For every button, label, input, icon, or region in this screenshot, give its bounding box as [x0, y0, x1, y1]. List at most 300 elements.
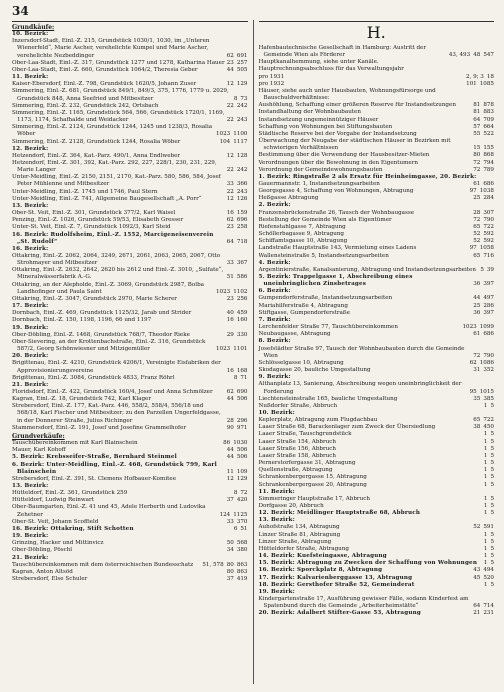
page-references — [471, 117, 494, 124]
entry-text: Laaer Straße, Tauschgrundstück — [258, 431, 352, 438]
entry-text: 17. Bezirk: — [12, 303, 49, 310]
entry-text: Schrankenbergergasse 15, Abtragung — [258, 474, 367, 481]
district-entry — [259, 567, 495, 574]
entry-text: Ottakring, Einl.-Z. 2062, 2064, 3249, 2671, 2061, 2063, 2065, 2067, Otto Strohmayer und Mitbesitzer — [12, 253, 221, 267]
page-reference: 168 — [236, 367, 248, 374]
entry-text: Hütteldorfer Straße, Abtragung — [258, 545, 349, 552]
page-references — [225, 476, 248, 483]
entry-text: Kagran, Anton Altsöd — [12, 568, 73, 575]
page-reference: 366 — [236, 181, 248, 188]
entry-text: Tauschübereinkommen mit dem österreichischen Bundesschatz — [12, 561, 194, 568]
page-references — [482, 560, 494, 567]
entry-text: Schlösselgasse 10, Abtragung — [258, 359, 344, 366]
index-entry — [259, 532, 495, 539]
index-entry — [12, 403, 248, 424]
entry-text: 13. Bezirk: — [12, 202, 49, 209]
entry-text: Ober-Laa-Stadt, Einl.-Z. 317, Grundstück 1277 und 1278, Katharina Hauer — [12, 59, 225, 66]
entry-text: Verordnungen über die Bewohnung in den Eigentumern — [258, 159, 419, 166]
page-references — [225, 153, 248, 160]
entry-text: Ober-Döbling, Einl.-Z. 1468, Grundstück 768/7, Theodor Rieke — [12, 331, 190, 338]
entry-text: 20. Bezirk: — [12, 353, 49, 360]
entry-text: 13. Bezirk: — [12, 483, 49, 489]
page-reference: 330 — [236, 331, 248, 338]
page-reference: 506 — [236, 447, 248, 454]
page-reference: 1 — [483, 467, 488, 474]
page-references — [225, 210, 248, 217]
entry-text: Schaffung von Wohnungen bei Stiftungsbauten — [258, 123, 393, 130]
page-reference: 520 — [483, 574, 494, 581]
page-reference: 883 — [483, 109, 494, 116]
index-entry — [12, 253, 248, 267]
index-entry — [259, 539, 495, 546]
page-reference: 5 — [490, 460, 494, 467]
page-references — [225, 217, 248, 224]
district-entry — [12, 146, 248, 153]
entry-text: 15. Bezirk: Abtragung zu Zwecken der Schaffung von Wohnungen — [258, 560, 478, 567]
page-references — [225, 317, 248, 324]
page-reference: 15 — [473, 145, 481, 152]
page-reference: 5 — [490, 438, 494, 445]
entry-text: 6. Bezirk: Unter-Meidling, Einl.-Z. 468, Grundstück 799, Karl Blainschein — [12, 461, 217, 475]
page-references — [471, 396, 494, 403]
entry-text: Mauer, Karl Kohoff — [12, 447, 66, 454]
index-entry — [259, 81, 495, 88]
entry-text: Hauptrechnungsabschluss für das Verwaltungsjahr — [258, 66, 404, 73]
page-references — [225, 418, 248, 425]
district-entry — [259, 489, 495, 496]
page-references — [232, 375, 248, 382]
entry-text: Laaer Straße 158, Abbruch — [258, 452, 337, 459]
index-entry — [259, 446, 495, 453]
page-references — [482, 403, 494, 410]
index-entry — [259, 267, 495, 274]
page-references — [471, 109, 494, 116]
entry-text: Strebersdorf, Einl.-Z. 391, St. Clemens Hofbauer-Komitee — [12, 475, 177, 482]
district-entry — [259, 553, 495, 560]
index-entry — [259, 238, 495, 245]
index-entry — [259, 367, 495, 374]
page-references — [482, 446, 494, 453]
page-references — [214, 131, 248, 138]
entry-text: Simmering, Einl.-Z. 2128, Grundstück 1244, Rosalia Wöber — [12, 138, 181, 145]
page-references — [225, 189, 248, 196]
page-reference: 72 — [473, 166, 481, 173]
page-references — [214, 346, 248, 353]
entry-text: Heßgasse Abtragung — [258, 195, 319, 202]
entry-text: 19. Bezirk: — [12, 533, 49, 540]
page-reference: 52 — [473, 238, 481, 245]
page-reference: 1 — [483, 510, 488, 517]
index-entry — [12, 476, 248, 483]
entry-text: Schrankenbergergasse 20, Abtragung — [258, 481, 367, 488]
entry-text: Linzer Straße, Abtragung — [258, 538, 332, 545]
page-reference: 16 — [226, 367, 234, 374]
entry-text: Brigittenau, Einl.-Z. 3084, Grundstück 4833, Franz Röhrl — [12, 374, 175, 381]
page-reference: 72 — [473, 352, 481, 359]
page-references — [482, 496, 494, 503]
entry-text: Stammersdorf, Einl.-Z. 191, Josef und Josefine Grammelhofer — [12, 424, 187, 431]
district-entry — [12, 303, 248, 310]
index-entry — [12, 217, 248, 224]
page-reference: 686 — [483, 331, 494, 338]
entry-text: Simmering, Einl.-Z. 1165, Grundstück 564, 566, Grundstück 1720/1, 1169, 1173, 1174, Schafhalde und Weidacker — [12, 109, 225, 124]
index-entry — [259, 181, 495, 188]
page-reference: 129 — [236, 475, 248, 482]
index-entry — [259, 210, 495, 217]
page-reference: 370 — [236, 518, 248, 525]
entry-text: 2. Bezirk: — [258, 202, 291, 209]
entry-text: Landstraße Hauptstraße 143, Vermietung eines Ladens — [258, 245, 417, 252]
page-reference: 22 — [226, 102, 234, 109]
page-reference: 124 — [219, 511, 231, 518]
page-references — [225, 454, 248, 461]
page-reference: 57 — [473, 123, 481, 130]
page-references — [225, 196, 248, 203]
page-reference: 23 — [226, 59, 234, 66]
district-entry — [12, 555, 248, 562]
index-entry — [12, 375, 248, 382]
page-reference: 25 — [473, 302, 481, 309]
page-reference: 31 — [473, 367, 481, 374]
district-entry — [12, 325, 248, 332]
page-reference: 1 — [483, 553, 488, 560]
page-references — [471, 253, 494, 260]
entry-text: Josefstädter Straße 97, Tausch der Wohnbaubauten durch die Gemeinde Wien — [258, 345, 465, 359]
page-reference: 1099 — [479, 324, 494, 331]
page-reference: 1015 — [479, 388, 494, 395]
page-reference: 397 — [483, 281, 494, 288]
entry-text: Instandsetzung ungemeinnütziger Häuser — [258, 116, 379, 123]
page-reference: 37 — [226, 497, 234, 504]
page-reference: 61 — [473, 180, 481, 187]
entry-text: 16. Bezirk: Sporckplatz 8, Abtragung — [258, 567, 383, 574]
column-top-rule — [259, 21, 495, 22]
index-entry — [259, 453, 495, 460]
page-references — [471, 231, 494, 238]
page-reference: 1 — [483, 531, 488, 538]
entry-text: 10. Bezirk: — [258, 409, 295, 416]
index-entry — [259, 303, 495, 310]
page-reference: 506 — [236, 396, 248, 403]
page-reference: 450 — [483, 424, 494, 431]
entry-text: 16. Bezirk: — [12, 245, 49, 252]
page-reference: 690 — [236, 388, 248, 395]
district-entry — [259, 374, 495, 381]
index-entry — [259, 109, 495, 116]
page-reference: 722 — [483, 417, 494, 424]
page-references — [471, 575, 494, 582]
district-entry — [12, 246, 248, 253]
entry-text: Schöllerbagasse 9, Abtragung — [258, 231, 345, 238]
index-entry — [12, 540, 248, 547]
page-reference: 696 — [236, 217, 248, 224]
page-references — [232, 490, 248, 497]
entry-text: Überwachung der Neugabe der städtischen Häuser in Bezirken mit schwierigen Verhältnissen — [258, 138, 451, 152]
entry-text: Althanplatz 13, Sanierung, Abschreibung wegen uneinbringlichkeit der Forderung — [258, 381, 462, 395]
section-heading: Grundkäufe: — [12, 24, 55, 31]
index-entry — [12, 282, 248, 296]
index-entry — [259, 253, 495, 260]
district-entry — [12, 454, 248, 461]
index-entry — [12, 296, 248, 303]
page-reference: 64 — [226, 238, 234, 245]
page-reference: 243 — [236, 117, 248, 124]
district-entry — [259, 317, 495, 324]
entry-text: 17. Bezirk: Kalvarienberggasse 13, Abtragung — [258, 574, 413, 581]
index-entry — [259, 188, 495, 195]
page-reference: 5 — [490, 545, 494, 552]
page-reference: 44 — [226, 396, 234, 403]
page-reference: 5 — [490, 431, 494, 438]
page-reference: 506 — [236, 454, 248, 461]
page-references — [200, 562, 247, 569]
entry-text: 16. Bezirk: Rudolfsheim, Einl.-Z. 1552, Marcigeneisenverein „St. Rudolf“ — [12, 231, 214, 245]
page-references — [471, 124, 494, 131]
entry-text: Dornbach, Einl.-Z. 150, 1198, 1196, 66 und 1197 — [12, 317, 152, 324]
index-entry — [12, 174, 248, 188]
page-reference: 23 — [226, 224, 234, 231]
entry-text: Tauschübereinkommen mit Karl Blainschein — [12, 440, 138, 447]
page-references — [225, 117, 248, 124]
index-entry — [12, 310, 248, 317]
page-reference: 863 — [236, 561, 248, 568]
entry-text: pro 1931 — [258, 73, 285, 80]
page-reference: 5 — [490, 510, 494, 517]
page-references — [482, 546, 494, 553]
page-reference: 16 — [226, 317, 234, 324]
index-entry — [12, 519, 248, 526]
page-reference: 36 — [473, 309, 481, 316]
index-entry — [259, 295, 495, 302]
page-reference: 33 — [226, 181, 234, 188]
page-reference: 44 — [226, 66, 234, 73]
page-reference: 51, 578 — [202, 561, 224, 568]
index-entry — [259, 160, 495, 167]
page-reference: 1 — [483, 402, 488, 409]
entry-text: 21. Bezirk: — [12, 381, 49, 388]
page-reference: 718 — [236, 238, 248, 245]
page-reference: 1125 — [233, 511, 248, 518]
entry-text: Simmering, Einl.-Z. 2124, Grundstück 1244, 1245 und 1238/3, Rosalia Wöber — [12, 124, 213, 138]
entry-text: Städtische Reserve bei der Vorgabe der Instandsetzung — [258, 130, 417, 137]
page-reference: 522 — [483, 130, 494, 137]
entry-text: Wallensteinstraße 5, Instandsetzungsarbeiten — [258, 252, 389, 259]
district-entry — [259, 517, 495, 524]
page-references — [214, 289, 248, 296]
entry-text: Bestellung der Gemeinde Wien als Eigentümer — [258, 216, 392, 223]
entry-text: Linzer Straße 81, Abtragung — [258, 531, 341, 538]
page-reference: 1 — [483, 503, 488, 509]
page-reference: 5 — [490, 402, 494, 409]
index-entry — [12, 504, 248, 518]
page-reference: 1 — [483, 438, 488, 445]
page-references — [468, 188, 494, 195]
entry-text: Dornbach, Einl.-Z. 469, Grundstück 1125/32, Jarab und Strider — [12, 310, 192, 317]
page-number: 34 — [12, 4, 29, 18]
index-entry — [259, 310, 495, 317]
page-reference: 71 — [240, 374, 248, 381]
page-reference: 90 — [226, 424, 234, 431]
page-reference: 592 — [483, 231, 494, 238]
page-reference: 586 — [236, 274, 248, 281]
page-reference: 789 — [483, 166, 494, 173]
page-reference: 52 — [473, 231, 481, 238]
entry-text: Neubaugasse, Abtragung — [258, 331, 331, 338]
page-references — [225, 260, 248, 267]
page-reference: 691 — [236, 52, 248, 59]
page-references — [225, 540, 248, 547]
page-references — [471, 303, 494, 310]
page-references — [225, 53, 248, 60]
page-reference: 81 — [473, 102, 481, 109]
page-reference: 62 — [226, 388, 234, 395]
page-reference: 72 — [473, 216, 481, 223]
page-reference: 28 — [226, 417, 234, 424]
right-column — [254, 20, 495, 684]
page-reference: 5 — [490, 467, 494, 474]
index-entry — [12, 124, 248, 138]
entry-text: Auhofstraße 134, Abtragung — [258, 524, 340, 531]
page-reference: 1102 — [233, 288, 248, 295]
entry-text: Simmering, Einl.-Z. 232, Grundstück 242, Ortsbach — [12, 102, 159, 109]
district-entry — [259, 410, 495, 417]
page-reference: 43 — [473, 567, 481, 574]
page-reference: 863 — [236, 568, 248, 575]
page-references — [471, 210, 494, 217]
index-entry — [259, 460, 495, 467]
entry-text: Bestimmung über die Verwendung der Hausbesitzer-Mieten — [258, 152, 430, 159]
page-references — [468, 389, 494, 396]
page-reference: 1 — [483, 545, 488, 552]
page-reference: 81 — [473, 109, 481, 116]
index-entry — [12, 497, 248, 504]
page-reference: 64 — [473, 603, 481, 610]
entry-text: Hütteldorf, Ludwig Reinwart — [12, 497, 94, 504]
page-reference: 1085 — [479, 80, 494, 87]
page-reference: 12 — [226, 81, 234, 88]
page-references — [478, 267, 494, 274]
entry-text: Kindergartenstraße 17, Ausführung gewisser Fälle, sodann Kinderfest am Spatenbund durch die Gemeinde „Arbeiterheimstätte“ — [258, 596, 469, 610]
page-references — [225, 310, 248, 317]
page-reference: 33 — [226, 260, 234, 267]
entry-text: Unter-St. Veit, Einl.-Z. 7, Grundstück 1092/3, Karl Steid — [12, 224, 171, 231]
entry-text: Laaer Straße 156, Abbruch — [258, 445, 337, 452]
page-reference: 367 — [236, 260, 248, 267]
page-references — [225, 296, 248, 303]
entry-text: 5. Bezirk: Krebsseifer-Straße, Bernhard Steinmel — [12, 454, 177, 461]
entry-text: Hetzendorf, Einl.-Z. 301, 392, Kat.-Parz. 292, 227, 228/1, 230, 231, 229, Marie Langer — [12, 159, 217, 174]
page-reference: 23 — [226, 295, 234, 302]
page-reference: 128 — [236, 152, 248, 159]
page-reference: 12 — [226, 195, 234, 202]
index-entry — [259, 102, 495, 109]
index-entry — [12, 576, 248, 583]
index-entry — [259, 245, 495, 252]
page-references — [482, 539, 494, 546]
entry-text: 5. Bezirk: Trappelgasse 1, Abschreibung eines uneinbringlichen Zinsbetrages — [258, 274, 413, 288]
page-reference: 722 — [483, 223, 494, 230]
page-reference: 868 — [483, 152, 494, 159]
page-reference: 65 — [473, 252, 481, 259]
page-reference: 62 — [226, 217, 234, 224]
page-reference: 37 — [226, 576, 234, 583]
page-reference: 44 — [226, 447, 234, 454]
index-entry — [12, 38, 248, 59]
entry-text: Häuser, siehe auch unter Hausbauten, Wohnungsfürsorge und Bauschuldverhältnisse: — [258, 87, 436, 102]
entry-text: Unter-Meidling, Einl.-Z. 741, Allgemeine Baugesellschaft „A. Porr“ — [12, 195, 202, 202]
entry-text: Liechtensteinstraße 165, bauliche Umgestaltung — [258, 395, 398, 402]
page-references — [471, 181, 494, 188]
page-references — [471, 603, 494, 610]
page-references — [225, 519, 248, 526]
page-references — [225, 332, 248, 339]
page-references — [225, 469, 248, 476]
district-entry — [12, 31, 248, 38]
page-references — [225, 368, 248, 375]
index-entry — [12, 425, 248, 432]
page-references — [464, 81, 494, 88]
district-entry — [259, 560, 495, 567]
page-reference: 1058 — [479, 245, 494, 252]
page-reference: 97 — [469, 245, 477, 252]
page-references — [468, 245, 494, 252]
page-reference: 878 — [483, 102, 494, 109]
page-references — [471, 160, 494, 167]
entry-text: Hetzendorf, Einl.-Z. 364, Kat.-Parz. 490/1, Anna Endlweber — [12, 152, 181, 159]
page-reference: 5 — [480, 266, 484, 273]
page-reference: 1 — [483, 495, 488, 502]
entry-text: 1. Bezirk: Ringstraße 2 als Ersatz für Heinheimgasse, 20. Bezirk: — [258, 173, 477, 180]
district-entry — [259, 274, 495, 288]
page-reference: 257 — [236, 59, 248, 66]
entry-text: Stiftgasse, Gumpendorferstraße — [258, 309, 350, 316]
entry-text: Ober-Baumgarten, Einl.-Z. 41 und 45, Adele Herberth und Ludovika Zehetner — [12, 504, 206, 518]
page-references — [482, 431, 494, 438]
page-references — [232, 96, 248, 103]
entry-text: Strebersdorf, Else Schuler — [12, 576, 88, 583]
index-entry — [259, 439, 495, 446]
page-references — [482, 503, 494, 510]
page-reference: 44 — [473, 295, 481, 302]
district-entry — [259, 260, 495, 267]
page-references — [225, 447, 248, 454]
page-reference: 34 — [226, 547, 234, 554]
page-reference: 592 — [483, 238, 494, 245]
entry-text: Dorfgasse 20, Abbruch — [258, 503, 324, 509]
index-entry — [259, 496, 495, 503]
page-reference: 80 — [226, 568, 234, 575]
entry-text: Unter-Meidling, Einl.-Z. 2150, 2151, 2170, Kat.-Parz. 580, 586, 584, Josef Peter Mühlenne und Mitbesitzer — [12, 174, 221, 188]
page-reference: 64 — [473, 116, 481, 123]
page-reference: 1101 — [233, 346, 248, 353]
entry-text: Kaiser-Ebersdorf, Einl.-Z. 798, Grundstück 1620/5, Johann Zuser — [12, 81, 197, 88]
page-references — [471, 610, 494, 617]
district-entry — [259, 582, 495, 589]
page-reference: 18 — [486, 73, 494, 80]
page-reference: 591 — [483, 524, 494, 531]
page-references — [225, 274, 248, 281]
page-reference: 52 — [473, 524, 481, 531]
page-reference: 80 — [226, 561, 234, 568]
page-reference: 35 — [473, 395, 481, 402]
entry-text: Franzensbrückenstraße 26, Tausch der Wohnbaugasse — [258, 209, 415, 216]
page-reference: 568 — [236, 540, 248, 547]
page-reference: 1023 — [216, 131, 231, 138]
index-entry — [259, 503, 495, 510]
district-entry — [12, 533, 248, 540]
page-reference: 497 — [483, 295, 494, 302]
entry-text: Skodagasse 20, bauliche Umgestaltung — [258, 367, 371, 374]
